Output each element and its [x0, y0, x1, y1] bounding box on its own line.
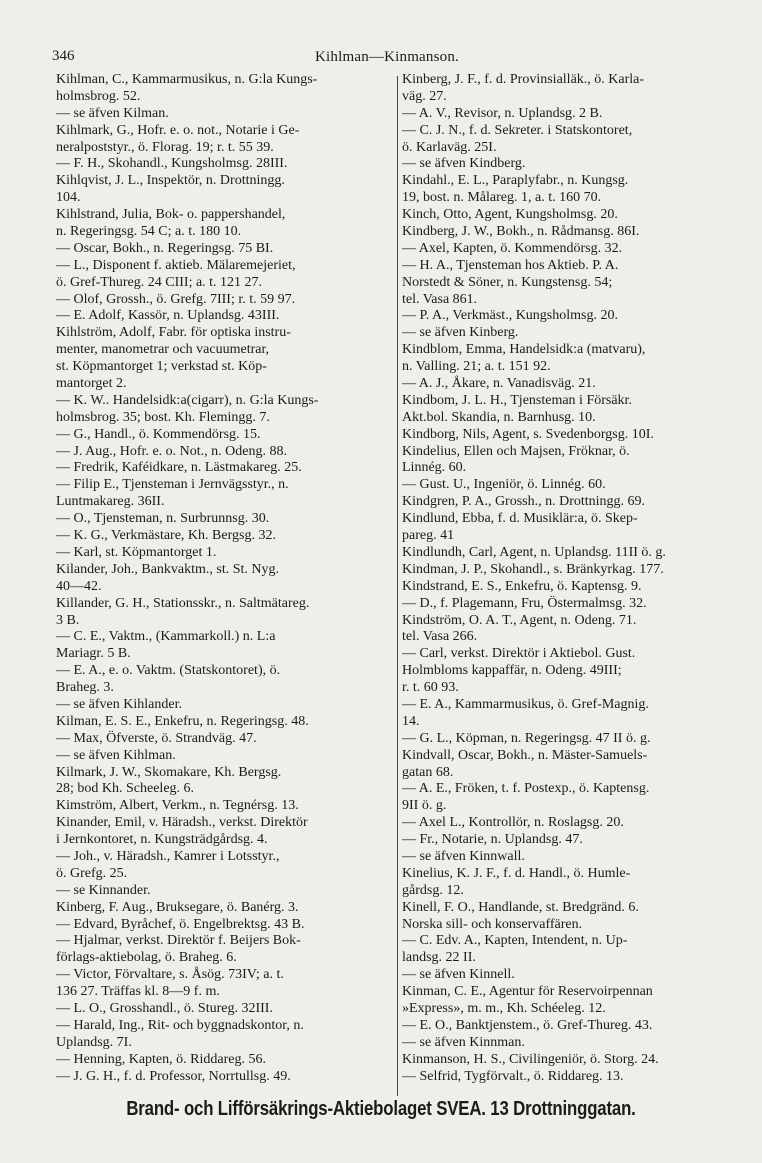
directory-entry-line: st. Köpmantorget 1; verkstad st. Köp-	[56, 359, 267, 375]
running-head: Kihlman—Kinmanson.	[315, 49, 460, 65]
directory-entry-line: Kinell, F. O., Handlande, st. Bredgränd. 6.	[402, 899, 639, 915]
directory-entry-line: — Max, Öfverste, ö. Strandväg. 47.	[56, 730, 257, 746]
directory-entry-line: 136 27. Träffas kl. 8—9 f. m.	[56, 984, 220, 1000]
directory-entry-line: förlags-aktiebolag, ö. Braheg. 6.	[56, 950, 237, 966]
directory-entry-line: väg. 27.	[402, 88, 447, 104]
directory-entry-line: — Filip E., Tjensteman i Jernvägsstyr., n.	[56, 477, 289, 493]
directory-entry-line: — E. A., Kammarmusikus, ö. Gref-Magnig.	[402, 696, 649, 712]
directory-entry-line: — A. J., Åkare, n. Vanadisväg. 21.	[402, 376, 596, 392]
directory-entry-line: tel. Vasa 861.	[402, 291, 478, 307]
directory-entry-line: Kilander, Joh., Bankvaktm., st. St. Nyg.	[56, 561, 280, 577]
directory-entry-line: — C. Edv. A., Kapten, Intendent, n. Up-	[402, 933, 628, 949]
directory-entry-line: Kilman, E. S. E., Enkefru, n. Regeringsg. 48.	[56, 713, 309, 729]
directory-entry-line: — K. W.. Handelsidk:a(cigarr), n. G:la Kungs-	[56, 392, 319, 408]
directory-entry-line: Kindlund, Ebba, f. d. Musiklär:a, ö. Skep-	[402, 511, 638, 527]
directory-entry-line: — C. E., Vaktm., (Kammarkoll.) n. L:a	[56, 629, 276, 645]
directory-entry-line: ö. Grefg. 25.	[56, 865, 128, 881]
directory-entry-line: — Gust. U., Ingeniör, ö. Linnég. 60.	[402, 477, 606, 493]
page-number: 346	[52, 48, 75, 64]
directory-entry-line: r. t. 60 93.	[402, 680, 459, 696]
directory-entry-line: Kihlmark, G., Hofr. e. o. not., Notarie i Ge-	[56, 122, 300, 138]
directory-entry-line: Kindlundh, Carl, Agent, n. Uplandsg. 11II ö. g.	[402, 544, 666, 560]
directory-entry-line: Norska sill- och konservaffären.	[402, 916, 583, 932]
directory-entry-line: Kinberg, J. F., f. d. Provinsialläk., ö. Karla-	[402, 72, 645, 87]
directory-entry-line: — se äfven Kinnell.	[402, 967, 515, 983]
directory-entry-line: Kindvall, Oscar, Bokh., n. Mäster-Samuels-	[402, 747, 648, 763]
directory-entry-line: ö. Karlaväg. 25I.	[402, 139, 497, 155]
directory-entry-line: — P. A., Verkmäst., Kungsholmsg. 20.	[402, 308, 618, 324]
directory-entry-line: Kimström, Albert, Verkm., n. Tegnérsg. 13.	[56, 798, 299, 814]
directory-entry-line: ö. Gref-Thureg. 24 CIII; a. t. 121 27.	[56, 274, 263, 290]
directory-entry-line: — A. V., Revisor, n. Uplandsg. 2 B.	[402, 105, 603, 121]
directory-entry-line: Kindberg, J. W., Bokh., n. Rådmansg. 86I.	[402, 224, 640, 240]
directory-entry-line: — Axel L., Kontrollör, n. Roslagsg. 20.	[402, 815, 624, 831]
directory-entry-line: — L. O., Grosshandl., ö. Stureg. 32III.	[56, 1000, 273, 1016]
directory-entry-line: Kihlqvist, J. L., Inspektör, n. Drottningg.	[56, 173, 285, 189]
directory-entry-line: — Henning, Kapten, ö. Riddareg. 56.	[56, 1051, 266, 1067]
directory-entry-line: 104.	[56, 190, 81, 206]
directory-entry-line: Kinmanson, H. S., Civilingeniör, ö. Storg. 24.	[402, 1051, 659, 1067]
directory-entry-line: — D., f. Plagemann, Fru, Östermalmsg. 32.	[402, 595, 647, 611]
directory-entry-line: — Joh., v. Häradsh., Kamrer i Lotsstyr.,	[56, 848, 280, 864]
directory-entry-line: — J. G. H., f. d. Professor, Norrtullsg. 49.	[56, 1068, 291, 1084]
directory-entry-line: — F. H., Skohandl., Kungsholmsg. 28III.	[56, 156, 288, 172]
directory-entry-line: Kilmark, J. W., Skomakare, Kh. Bergsg.	[56, 764, 282, 780]
directory-entry-line: — se äfven Kinnman.	[402, 1034, 525, 1050]
left-column	[56, 72, 396, 1085]
directory-entry-line: n. Regeringsg. 54 C; a. t. 180 10.	[56, 224, 242, 240]
directory-entry-line: — se äfven Kihlman.	[56, 747, 176, 763]
directory-entry-line: — L., Disponent f. aktieb. Mälaremejeriet,	[56, 257, 296, 273]
directory-entry-line: pareg. 41	[402, 528, 455, 544]
directory-entry-line: — G., Handl., ö. Kommendörsg. 15.	[56, 426, 261, 442]
directory-entry-line: Kihlman, C., Kammarmusikus, n. G:la Kungs-	[56, 72, 318, 87]
directory-entry-line: gatan 68.	[402, 764, 454, 780]
directory-entry-line: — K. G., Verkmästare, Kh. Bergsg. 32.	[56, 528, 276, 544]
directory-entry-line: — A. E., Fröken, t. f. Postexp., ö. Kaptensg.	[402, 781, 650, 797]
directory-entry-line: 40—42.	[56, 578, 102, 594]
directory-entry-line: — H. A., Tjensteman hos Aktieb. P. A.	[402, 257, 619, 273]
directory-entry-line: Killander, G. H., Stationsskr., n. Saltmätareg.	[56, 595, 310, 611]
directory-entry-line: Kindström, O. A. T., Agent, n. Odeng. 71.	[402, 612, 637, 628]
directory-entry-line: gårdsg. 12.	[402, 882, 464, 898]
directory-entry-line: — se äfven Kihlander.	[56, 696, 182, 712]
directory-entry-line: Mariagr. 5 B.	[56, 646, 131, 662]
directory-entry-line: — se äfven Kinnwall.	[402, 848, 525, 864]
directory-entry-line: Kindblom, Emma, Handelsidk:a (matvaru),	[402, 342, 646, 358]
directory-entry-line: Kindelius, Ellen och Majsen, Fröknar, ö.	[402, 443, 630, 459]
directory-entry-line: landsg. 22 II.	[402, 950, 476, 966]
directory-entry-line: Kinelius, K. J. F., f. d. Handl., ö. Humle-	[402, 865, 631, 881]
directory-entry-line: Kihlström, Adolf, Fabr. för optiska instru-	[56, 325, 291, 341]
footer-advertisement: Brand- och Lifförsäkrings-Aktiebolaget SVEA. 13 Drottninggatan.	[126, 1098, 636, 1120]
directory-entry-line: Kinberg, F. Aug., Bruksegare, ö. Banérg. 3.	[56, 899, 299, 915]
directory-entry-line: Kindstrand, E. S., Enkefru, ö. Kaptensg. 9.	[402, 578, 642, 594]
directory-entry-line: — se äfven Kilman.	[56, 105, 169, 121]
right-column	[402, 72, 752, 1085]
directory-entry-line: 14.	[402, 713, 420, 729]
directory-entry-line: — O., Tjensteman, n. Surbrunnsg. 30.	[56, 511, 270, 527]
directory-entry-line: — E. O., Banktjenstem., ö. Gref-Thureg. 43.	[402, 1017, 653, 1033]
directory-entry-line: — se äfven Kindberg.	[402, 156, 526, 172]
directory-entry-line: — Olof, Grossh., ö. Grefg. 7III; r. t. 59 97.	[56, 291, 296, 307]
directory-entry-line: Kindborg, Nils, Agent, s. Svedenborgsg. 10I.	[402, 426, 654, 442]
directory-entry-line: — E. Adolf, Kassör, n. Uplandsg. 43III.	[56, 308, 280, 324]
directory-entry-line: Kindgren, P. A., Grossh., n. Drottningg. 69.	[402, 494, 646, 510]
directory-entry-line: Kindman, J. P., Skohandl., s. Bränkyrkag. 177.	[402, 561, 664, 577]
column-divider	[397, 76, 398, 1096]
directory-entry-line: Norstedt & Söner, n. Kungstensg. 54;	[402, 274, 613, 290]
directory-entry-line: — Hjalmar, verkst. Direktör f. Beijers Bok-	[56, 933, 301, 949]
directory-entry-line: — E. A., e. o. Vaktm. (Statskontoret), ö.	[56, 663, 281, 679]
directory-entry-line: »Express», m. m., Kh. Schéeleg. 12.	[402, 1000, 606, 1016]
directory-entry-line: — Carl, verkst. Direktör i Aktiebol. Gust.	[402, 646, 636, 662]
directory-entry-line: 3 B.	[56, 612, 80, 628]
directory-entry-line: holmsbrog. 52.	[56, 88, 141, 104]
directory-entry-line: Kinch, Otto, Agent, Kungsholmsg. 20.	[402, 207, 618, 223]
directory-entry-line: — se Kinnander.	[56, 882, 151, 898]
directory-entry-line: menter, manometrar och vacuumetrar,	[56, 342, 270, 358]
directory-entry-line: — Selfrid, Tygförvalt., ö. Riddareg. 13.	[402, 1068, 624, 1084]
directory-entry-line: Linnég. 60.	[402, 460, 467, 476]
directory-entry-line: 9II ö. g.	[402, 798, 447, 814]
directory-entry-line: Uplandsg. 7I.	[56, 1034, 132, 1050]
directory-entry-line: Kindbom, J. L. H., Tjensteman i Försäkr.	[402, 392, 632, 408]
directory-entry-line: Kihlstrand, Julia, Bok- o. pappershandel,	[56, 207, 286, 223]
directory-entry-line: neralpoststyr., ö. Florag. 19; r. t. 55 39.	[56, 139, 274, 155]
directory-entry-line: — C. J. N., f. d. Sekreter. i Statskontoret,	[402, 122, 633, 138]
directory-entry-line: — Fr., Notarie, n. Uplandsg. 47.	[402, 832, 583, 848]
directory-entry-line: mantorget 2.	[56, 376, 127, 392]
directory-entry-line: — G. L., Köpman, n. Regeringsg. 47 II ö. g.	[402, 730, 651, 746]
directory-entry-line: i Jernkontoret, n. Kungsträdgårdsg. 4.	[56, 832, 268, 848]
directory-entry-line: — Karl, st. Köpmantorget 1.	[56, 544, 217, 560]
directory-entry-line: Kinander, Emil, v. Häradsh., verkst. Direktör	[56, 815, 308, 831]
directory-entry-line: Luntmakareg. 36II.	[56, 494, 165, 510]
directory-entry-line: Kinman, C. E., Agentur för Reservoirpennan	[402, 984, 653, 1000]
directory-entry-line: holmsbrog. 35; bost. Kh. Flemingg. 7.	[56, 409, 270, 425]
directory-entry-line: Kindahl., E. L., Paraplyfabr., n. Kungsg.	[402, 173, 629, 189]
directory-entry-line: — Oscar, Bokh., n. Regeringsg. 75 BI.	[56, 240, 274, 256]
directory-entry-line: 19, bost. n. Målareg. 1, a. t. 160 70.	[402, 190, 602, 206]
directory-entry-line: — Fredrik, Kaféidkare, n. Lästmakareg. 25.	[56, 460, 302, 476]
directory-entry-line: Holmbloms kappaffär, n. Odeng. 49III;	[402, 663, 622, 679]
directory-entry-line: — Harald, Ing., Rit- och byggnadskontor, n.	[56, 1017, 304, 1033]
directory-entry-line: — Axel, Kapten, ö. Kommendörsg. 32.	[402, 240, 623, 256]
directory-entry-line: n. Valling. 21; a. t. 151 92.	[402, 359, 551, 375]
directory-entry-line: tel. Vasa 266.	[402, 629, 478, 645]
directory-entry-line: — Victor, Förvaltare, s. Åsög. 73IV; a. t.	[56, 967, 284, 983]
directory-entry-line: Akt.bol. Skandia, n. Barnhusg. 10.	[402, 409, 596, 425]
directory-entry-line: — se äfven Kinberg.	[402, 325, 519, 341]
directory-entry-line: 28; bod Kh. Scheeleg. 6.	[56, 781, 195, 797]
directory-entry-line: — Edvard, Byråchef, ö. Engelbrektsg. 43 B.	[56, 916, 305, 932]
directory-entry-line: Braheg. 3.	[56, 680, 114, 696]
directory-entry-line: — J. Aug., Hofr. e. o. Not., n. Odeng. 88.	[56, 443, 287, 459]
